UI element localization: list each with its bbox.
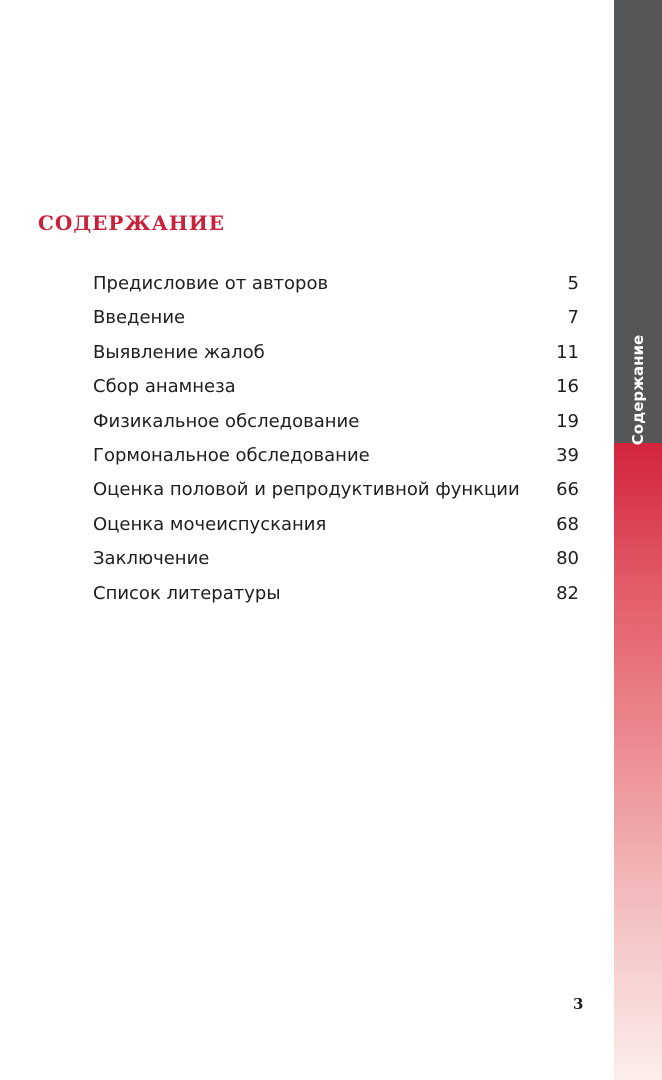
toc-entry-title: Оценка мочеиспускания [93,513,327,535]
toc-entry-title: Сбор анамнеза [93,376,236,398]
toc-entry-title: Заключение [93,548,210,570]
toc-entry[interactable] [93,301,579,335]
toc-entry-page: 66 [556,479,579,501]
toc-entry[interactable] [93,405,579,439]
table-of-contents [93,267,579,611]
toc-entry[interactable] [93,336,579,370]
sidebar-section-label: Содержание [629,334,647,446]
toc-entry-page: 16 [556,376,579,398]
toc-entry-page: 68 [556,513,579,535]
toc-entry-title: Оценка половой и репродуктивной функции [93,479,520,501]
toc-entry[interactable] [93,542,579,576]
toc-entry-title: Гормональное обследование [93,444,370,466]
sidebar-gradient-block [614,443,662,1080]
toc-entry-page: 5 [567,273,579,294]
toc-entry-page: 7 [567,307,579,329]
toc-entry-title: Выявление жалоб [93,341,265,363]
toc-entry-title: Физикальное обследование [93,410,360,432]
toc-entry-page: 80 [556,548,579,570]
toc-entry-title: Список литературы [93,582,281,604]
toc-entry[interactable] [93,473,579,507]
section-tab-sidebar [614,0,662,1080]
toc-entry-page: 11 [556,341,579,363]
toc-entry-title: Введение [93,307,186,329]
toc-entry[interactable] [93,370,579,404]
contents-heading: СОДЕРЖАНИЕ [38,211,225,235]
toc-entry-page: 39 [556,444,579,466]
toc-entry[interactable] [93,267,579,301]
page-number: 3 [573,995,584,1013]
toc-entry[interactable] [93,577,579,611]
toc-entry-title: Предисловие от авторов [93,273,329,294]
toc-entry[interactable] [93,439,579,473]
toc-entry-page: 82 [556,582,579,604]
toc-entry-page: 19 [556,410,579,432]
toc-entry[interactable] [93,508,579,542]
